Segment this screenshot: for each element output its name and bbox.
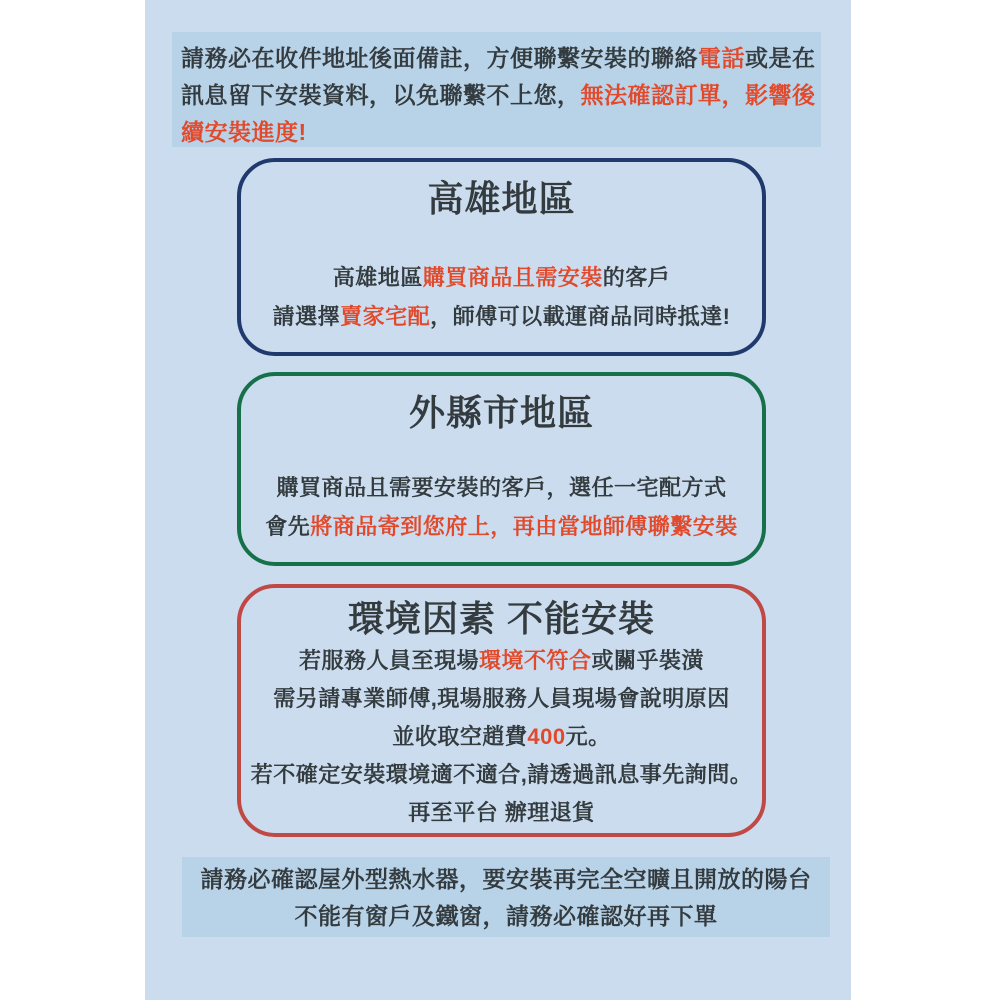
bottom-notice-panel [182, 857, 830, 937]
highlight-red-text: 賣家宅配 [340, 304, 431, 329]
text-line [243, 642, 760, 680]
text-segment: 請務必在收件地址後面備註，方便聯繫安裝的聯絡 [181, 45, 698, 71]
text-segment: 訊息留下安裝資料，以免聯繫不上您， [181, 82, 581, 108]
text-segment: 請務必確認屋外型熱水器，要安裝再完全空曠且開放的陽台 [200, 866, 812, 892]
kaohsiung-area-box [237, 158, 766, 356]
other-counties-box [237, 372, 766, 566]
text-line [243, 468, 760, 507]
top-notice-panel [172, 32, 821, 147]
other-counties-body [241, 468, 762, 546]
text-segment: 元。 [565, 724, 611, 749]
highlight-red-text: 400 [527, 724, 566, 749]
text-line [243, 718, 760, 756]
text-line [243, 680, 760, 718]
text-line [243, 258, 760, 297]
text-segment: ，師傅可以載運商品同時抵達! [430, 304, 731, 329]
text-line [181, 40, 821, 77]
text-segment: 不能有窗戶及鐵窗，請務必確認好再下單 [294, 903, 718, 929]
highlight-red-text: 將商品寄到您府上，再由當地師傅聯繫安裝 [310, 514, 738, 539]
highlight-red-text: 續安裝進度! [181, 119, 307, 145]
kaohsiung-area-title: 高雄地區 [427, 178, 576, 219]
text-line [243, 507, 760, 546]
text-line [182, 898, 830, 935]
environment-factor-body [241, 642, 762, 832]
text-segment: 會先 [265, 514, 311, 539]
kaohsiung-area-body [241, 258, 762, 336]
text-line [181, 77, 821, 114]
flyer-page [145, 0, 851, 1000]
other-counties-title: 外縣市地區 [408, 392, 594, 433]
text-segment: 再至平台 辦理退貨 [408, 800, 595, 825]
text-segment: 並收取空趙費 [392, 724, 528, 749]
highlight-red-text: 無法確認訂單，影響後 [580, 82, 816, 108]
text-segment: 高雄地區 [332, 265, 423, 290]
highlight-red-text: 環境不符合 [478, 648, 592, 673]
text-segment: 或關乎裝潢 [591, 648, 705, 673]
text-line [243, 756, 760, 794]
environment-factor-title: 環境因素 不能安裝 [347, 598, 655, 639]
highlight-red-text: 購買商品且需安裝 [422, 265, 603, 290]
text-segment: 或是在 [745, 45, 816, 71]
text-line [182, 861, 830, 898]
text-segment: 請選擇 [272, 304, 341, 329]
text-line [243, 297, 760, 336]
text-segment: 購買商品且需要安裝的客戶，選任一宅配方式 [276, 475, 727, 500]
highlight-red-text: 電話 [698, 45, 745, 71]
text-segment: 若不確定安裝環境適不適合,請透過訊息事先詢問。 [250, 762, 753, 787]
text-segment: 若服務人員至現場 [298, 648, 479, 673]
text-line [243, 794, 760, 832]
text-line [181, 114, 821, 151]
environment-factor-box [237, 584, 766, 837]
text-segment: 的客戶 [602, 265, 671, 290]
text-segment: 需另請專業師傅,現場服務人員現場會說明原因 [273, 686, 730, 711]
